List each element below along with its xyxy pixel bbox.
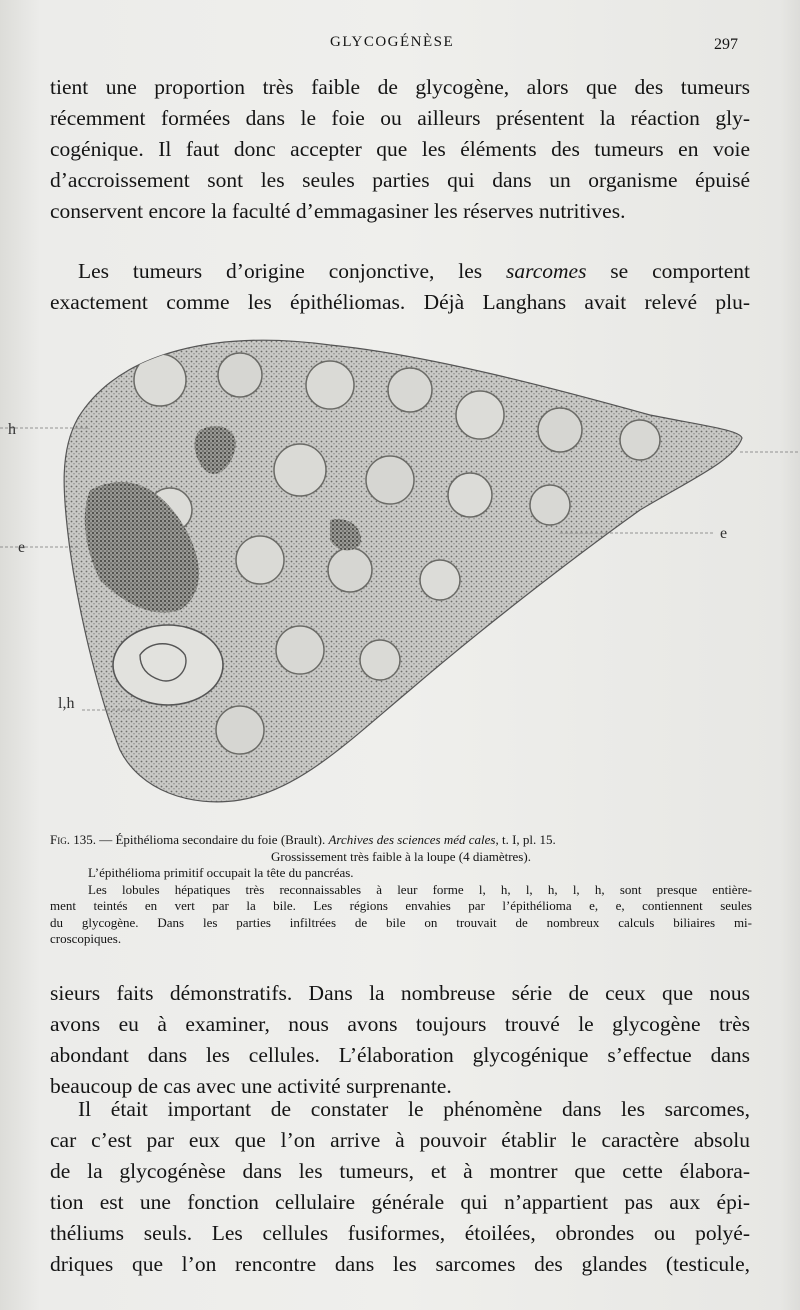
page-number: 297 [714,36,738,53]
figure-liver-section [0,320,800,820]
text-line: théliums seuls. Les cellules fusiformes, étoilées, obrondes ou polyé- [50,1221,750,1245]
figure-caption [50,832,752,948]
text-line: avons eu à examiner, nous avons toujours trouvé le glycogène très [50,1012,750,1036]
text-run: Les tumeurs d’origine conjonctive, les [78,259,507,283]
text-line: beaucoup de cas avec une activité surprenante. [50,1074,452,1098]
paragraph-3 [50,978,750,1102]
text-line: sieurs faits démonstratifs. Dans la nombreuse série de ceux que nous [50,981,750,1005]
caption-line: L’épithélioma primitif occupait la tête du pancréas. [88,865,354,880]
caption-line: Grossissement très faible à la loupe (4 diamètres). [271,848,531,864]
text-line: tient une proportion très faible de glycogène, alors que des tumeurs [50,75,750,99]
label-e-left: e [18,539,26,556]
text-line: Il était important de constater le phénomène dans les sarcomes, [78,1097,750,1121]
text-line: driques que l’on rencontre dans les sarcomes des glandes (testicule, [50,1252,750,1276]
text-line: cogénique. Il faut donc accepter que les éléments des tumeurs en voie [50,137,750,161]
text-line: conservent encore la faculté d’emmagasiner les réserves nutritives. [50,199,626,223]
caption-line: ment teintés en vert par la bile. Les régions envahies par l’épithélioma e, e, contiennent seules [50,898,752,913]
caption-text: , t. I, pl. 15. [495,832,556,847]
paragraph-4 [50,1094,750,1280]
paragraph-2 [50,256,750,318]
paragraph-1 [50,72,750,227]
caption-line [50,832,752,849]
figure-number: Fig. 135. [50,832,96,847]
running-title: GLYCOGÉNÈSE [330,34,455,50]
text-line [50,256,750,287]
caption-line: Les lobules hépatiques très reconnaissables à leur forme l, h, l, h, l, h, sont presque entière- [88,881,752,897]
text-line: d’accroissement sont les seules parties qui dans un organisme épuisé [50,168,750,192]
text-line: tion est une fonction cellulaire générale qui n’appartient pas aux épi- [50,1190,750,1214]
label-e-right: e [720,525,728,542]
text-run: se comportent [586,259,750,283]
liver-section-illustration [0,320,800,820]
caption-line: du glycogène. Dans les parties infiltrées de bile on trouvait de nombreux calculs biliaires mi- [50,914,752,930]
label-lh-top: h [8,421,16,438]
caption-line: croscopiques. [50,931,122,946]
running-head [0,34,800,58]
text-line: abondant dans les cellules. L’élaboration glycogénique s’effectue dans [50,1043,750,1067]
text-line: récemment formées dans le foie ou ailleurs présentent la réaction gly- [50,106,750,130]
italic-term: sarcomes [506,259,587,283]
text-line: car c’est par eux que l’on arrive à pouvoir établir le caractère absolu [50,1128,750,1152]
caption-source: Archives des sciences méd cales [328,832,496,847]
caption-text: — Épithélioma secondaire du foie (Brault). [95,832,329,847]
label-lh-bottom: l,h [58,695,75,712]
text-line: exactement comme les épithéliomas. Déjà Langhans avait relevé plu- [50,290,750,314]
text-line: de la glycogénèse dans les tumeurs, et à montrer que cette élabora- [50,1159,750,1183]
